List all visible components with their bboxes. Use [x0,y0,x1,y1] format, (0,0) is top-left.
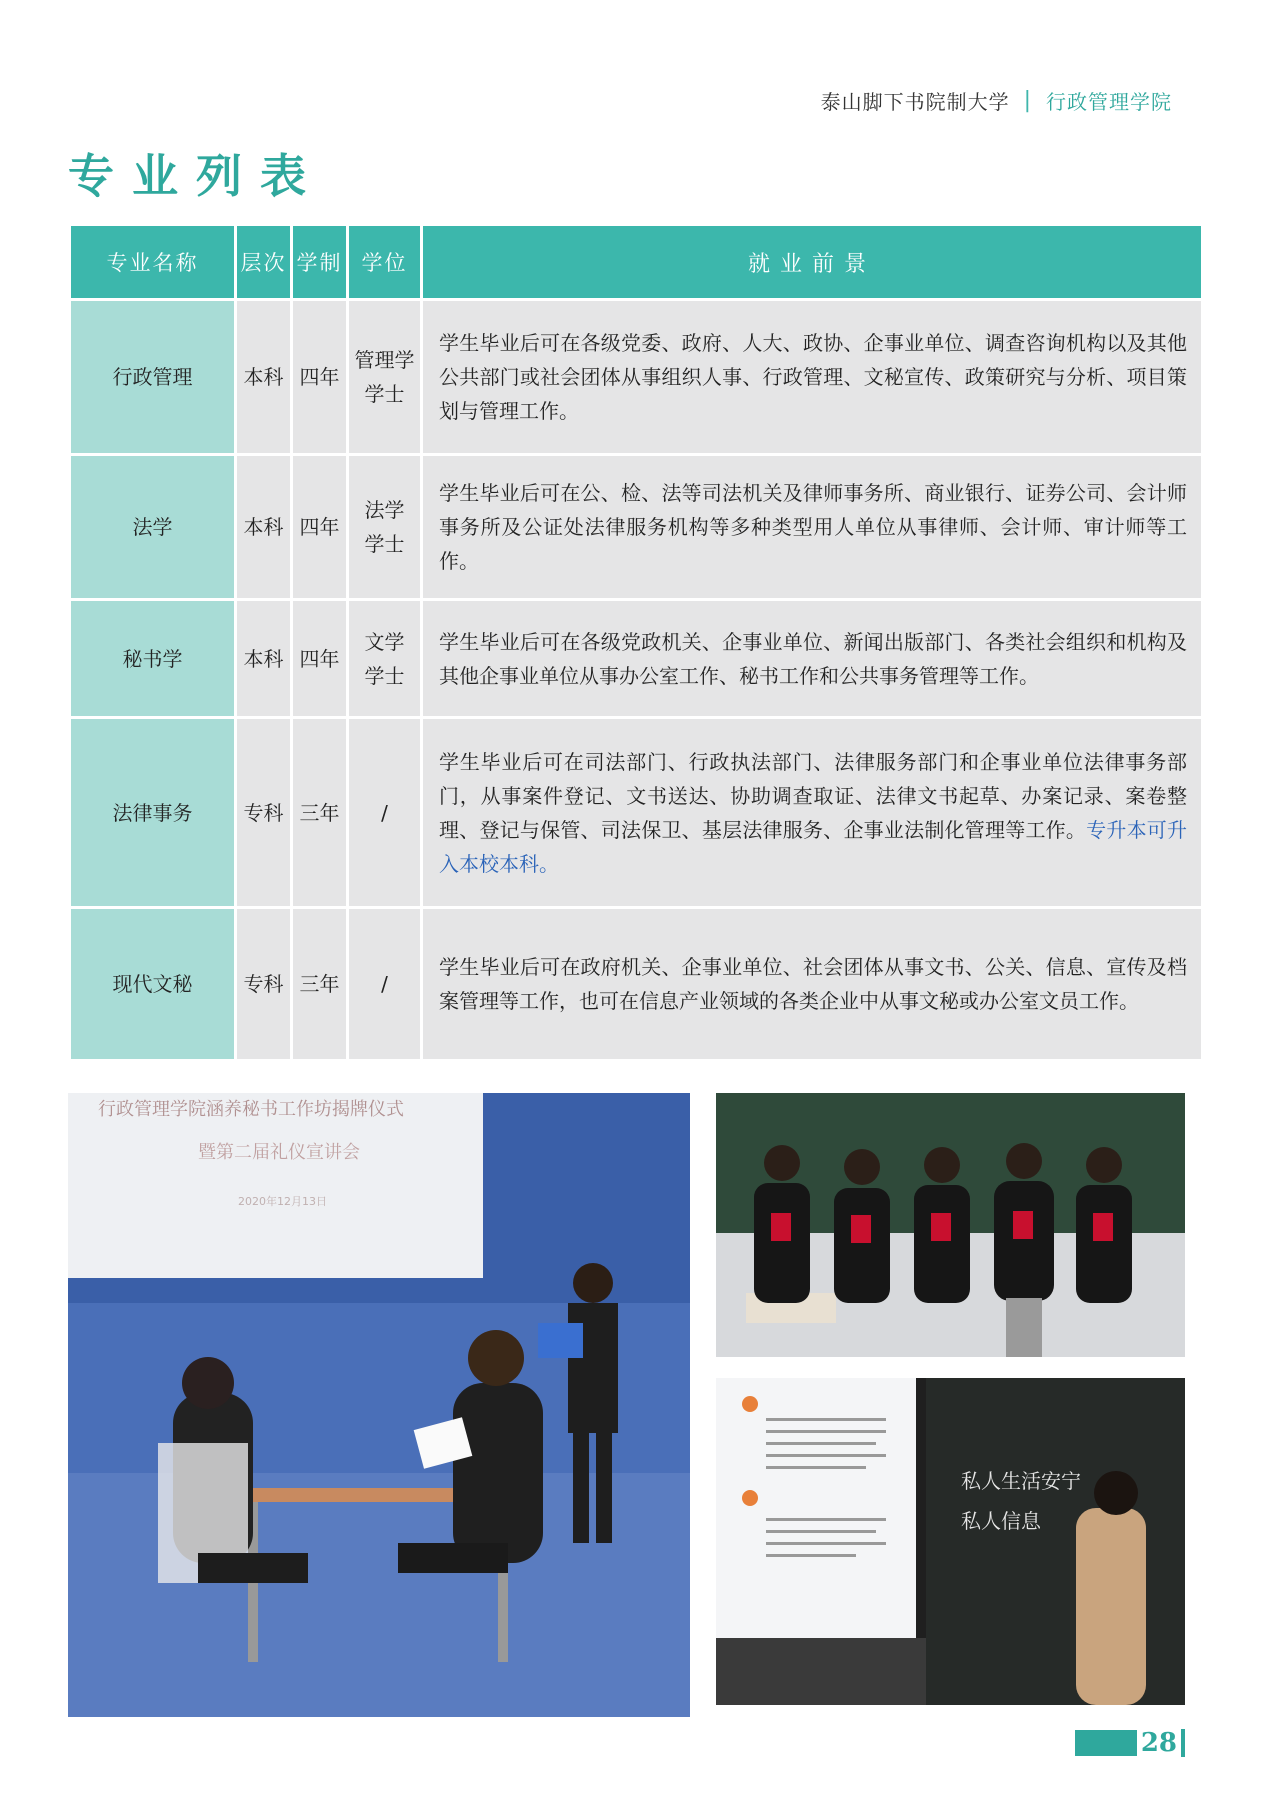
table-row [71,453,1201,598]
header-name: 专业名称 [71,226,234,298]
major-duration: 三年 [293,906,346,1059]
major-duration: 四年 [293,298,346,453]
header-duration: 学制 [293,226,346,298]
page-header [821,86,1172,115]
page-number [1075,1728,1185,1758]
major-degree: / [349,716,420,906]
table-row [71,716,1201,906]
major-degree: 文学 学士 [349,598,420,716]
college-name: 行政管理学院 [1046,90,1172,114]
ceremony-photo [68,1093,690,1717]
major-level: 本科 [237,298,290,453]
table-row [71,906,1201,1059]
school-name: 泰山脚下书院制大学 [820,90,1010,114]
upgrade-note: 专升本可升入本校本科。 [439,817,1188,876]
group-photo [716,1093,1185,1357]
major-duration: 四年 [293,598,346,716]
table-row [71,298,1201,453]
major-degree: / [349,906,420,1059]
major-prospect: 学生毕业后可在各级党政机关、企事业单位、新闻出版部门、各类社会组织和机构及其他企事业单位从事办公室工作、秘书工作和公共事务管理等工作。 [423,598,1201,716]
major-prospect: 学生毕业后可在司法部门、行政执法部门、法律服务部门和企事业单位法律事务部门，从事案件登记、文书送达、协助调查取证、法律文书起草、办案记录、案卷整理、登记与保管、司法保卫、基层法律服务、企事业法制化管理等工作。专升本可升入本校本科。 [423,716,1201,906]
major-level: 本科 [237,598,290,716]
major-name: 现代文秘 [71,906,234,1059]
major-level: 专科 [237,716,290,906]
table-row [71,598,1201,716]
board-line2: 私人信息 [961,1509,1041,1533]
page-title: 专业列表 [68,149,324,203]
board-line1: 私人生活安宁 [961,1469,1081,1493]
major-degree: 法学 学士 [349,453,420,598]
majors-table [68,226,1204,1059]
major-name: 秘书学 [71,598,234,716]
classroom-photo [716,1378,1185,1705]
major-name: 法律事务 [71,716,234,906]
header-degree: 学位 [349,226,420,298]
major-degree: 管理学 学士 [349,298,420,453]
major-level: 本科 [237,453,290,598]
major-prospect: 学生毕业后可在各级党委、政府、人大、政协、企事业单位、调查咨询机构以及其他公共部门或社会团体从事组织人事、行政管理、文秘宣传、政策研究与分析、项目策划与管理工作。 [423,298,1201,453]
header-level: 层次 [237,226,290,298]
major-name: 行政管理 [71,298,234,453]
table-header-row [71,226,1201,298]
page-number-bar [1075,1730,1137,1756]
major-prospect: 学生毕业后可在政府机关、企事业单位、社会团体从事文书、公关、信息、宣传及档案管理等工作，也可在信息产业领域的各类企业中从事文秘或办公室文员工作。 [423,906,1201,1059]
header-separator: | [1023,88,1032,113]
major-level: 专科 [237,906,290,1059]
banner-line1: 行政管理学院涵养秘书工作坊揭牌仪式 [98,1099,404,1120]
major-duration: 四年 [293,453,346,598]
major-prospect: 学生毕业后可在公、检、法等司法机关及律师事务所、商业银行、证券公司、会计师事务所及公证处法律服务机构等多种类型用人单位从事律师、会计师、审计师等工作。 [423,453,1201,598]
page-number-tick [1181,1729,1185,1757]
major-duration: 三年 [293,716,346,906]
banner-date: 2020年12月13日 [238,1195,327,1208]
banner-line2: 暨第二届礼仪宣讲会 [198,1142,360,1163]
major-name: 法学 [71,453,234,598]
header-prospect: 就业前景 [423,226,1201,298]
page-number-text: 28 [1140,1728,1177,1758]
